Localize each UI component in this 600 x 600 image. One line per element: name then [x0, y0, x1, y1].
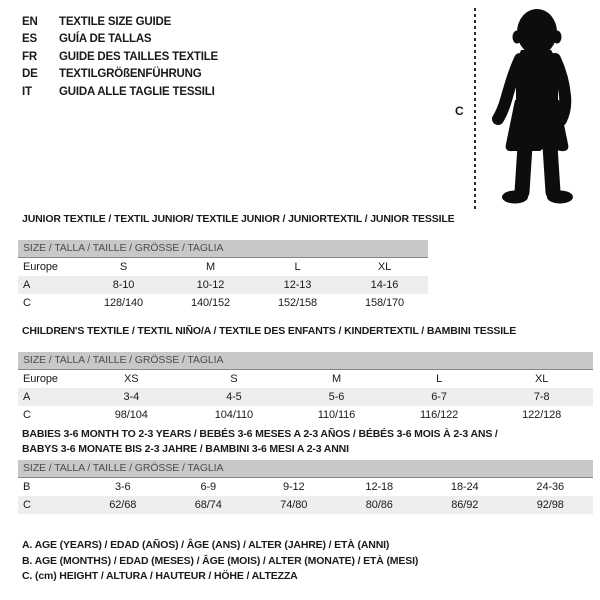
table-title: CHILDREN'S TEXTILE / TEXTIL NIÑO/A / TEXTILE DES ENFANTS / KINDERTEXTIL / BAMBINI TESSILE: [22, 325, 517, 337]
row-label: C: [23, 409, 31, 421]
table-row-age: [18, 388, 593, 406]
age-cell: 12-18: [365, 481, 394, 493]
size-cell: M: [205, 261, 216, 273]
age-cell: 3-6: [114, 481, 131, 493]
language-code: DE: [22, 68, 38, 81]
table-title-line1: BABIES 3-6 MONTH TO 2-3 YEARS / BEBÉS 3-6 MESES A 2-3 AÑOS / BÉBÉS 3-6 MOIS À 2-3 ANS /: [22, 428, 498, 440]
children-table-section: [18, 325, 593, 424]
table-row-height: [18, 496, 593, 514]
row-label: B: [23, 481, 31, 493]
row-label: Europe: [23, 373, 58, 385]
height-cell: 98/104: [114, 409, 148, 421]
height-cell: 116/122: [419, 409, 459, 421]
language-code: IT: [22, 85, 32, 98]
age-cell: 24-36: [536, 481, 565, 493]
table-title: JUNIOR TEXTILE / TEXTIL JUNIOR/ TEXTILE JUNIOR / JUNIORTEXTIL / JUNIOR TESSILE: [22, 213, 455, 225]
size-cell: S: [230, 373, 238, 385]
language-row-es: [22, 31, 218, 49]
age-cell: 12-13: [283, 279, 312, 291]
age-cell: 5-6: [328, 391, 345, 403]
table-row-age: [18, 276, 428, 294]
legend-notes: [22, 538, 418, 585]
legend-note-c: C. (cm) HEIGHT / ALTURA / HAUTEUR / HÖHE / ALTEZZA: [22, 570, 298, 582]
age-cell: 3-4: [123, 391, 140, 403]
age-cell: 14-16: [370, 279, 399, 291]
language-code: FR: [22, 50, 37, 63]
row-label: Europe: [23, 261, 58, 273]
row-label: A: [23, 279, 31, 291]
height-cell: 80/86: [365, 499, 393, 511]
age-cell: 8-10: [112, 279, 135, 291]
babies-table-section: [18, 427, 593, 514]
height-cell: 68/74: [194, 499, 222, 511]
language-list: [22, 13, 218, 101]
age-cell: 18-24: [450, 481, 479, 493]
legend-note-a: A. AGE (YEARS) / EDAD (AÑOS) / ÂGE (ANS) / ALTER (JAHRE) / ETÀ (ANNI): [22, 539, 390, 551]
table-size-header: SIZE / TALLA / TAILLE / GRÖSSE / TAGLIA: [18, 460, 593, 478]
language-text: TEXTILGRÖßENFÜHRUNG: [59, 68, 202, 81]
height-cell: 140/152: [190, 297, 231, 309]
size-cell: M: [331, 373, 342, 385]
language-row-de: [22, 66, 218, 84]
legend-note-b: B. AGE (MONTHS) / EDAD (MESES) / ÂGE (MOIS) / ALTER (MONATE) / ETÀ (MESI): [22, 554, 419, 567]
table-title: [18, 427, 593, 456]
height-cell: 152/158: [277, 297, 318, 309]
age-cell: 7-8: [533, 391, 550, 403]
height-cell: 92/98: [536, 499, 564, 511]
height-cell: 104/110: [214, 409, 254, 421]
table-row-europe: [18, 258, 428, 276]
size-cell: XL: [377, 261, 392, 273]
language-code: ES: [22, 33, 37, 46]
height-measure-label: C: [455, 104, 464, 118]
language-text: GUIDA ALLE TAGLIE TESSILI: [59, 85, 215, 98]
age-cell: 6-9: [200, 481, 217, 493]
table-row-height: [18, 406, 593, 424]
table-row-europe: [18, 370, 593, 388]
language-code: EN: [22, 15, 38, 28]
table-row-age-months: [18, 478, 593, 496]
size-cell: XS: [124, 373, 139, 385]
size-cell: XL: [535, 373, 549, 385]
language-text: TEXTILE SIZE GUIDE: [59, 15, 172, 28]
age-cell: 10-12: [196, 279, 225, 291]
row-label: C: [23, 297, 31, 309]
table-row-height: [18, 294, 428, 312]
age-cell: 4-5: [226, 391, 242, 403]
age-cell: 9-12: [282, 481, 305, 493]
size-cell: S: [119, 261, 128, 273]
language-text: GUIDE DES TAILLES TEXTILE: [59, 50, 218, 63]
junior-table-section: [18, 213, 455, 312]
height-cell: 74/80: [280, 499, 308, 511]
height-cell: 110/116: [317, 409, 356, 421]
language-row-it: [22, 83, 218, 101]
height-cell: 62/68: [109, 499, 137, 511]
size-cell: L: [294, 261, 301, 273]
row-label: A: [23, 391, 31, 403]
language-text: GUÍA DE TALLAS: [59, 33, 152, 46]
table-size-header: SIZE / TALLA / TAILLE / GRÖSSE / TAGLIA: [18, 352, 593, 370]
age-cell: 6-7: [431, 391, 447, 403]
table-title-line2: BABYS 3-6 MONATE BIS 2-3 JAHRE / BAMBINI 3-6 MESI A 2-3 ANNI: [22, 442, 349, 455]
language-row-fr: [22, 48, 218, 66]
height-cell: 128/140: [103, 297, 144, 309]
height-measure-line: [474, 8, 476, 210]
table-size-header: SIZE / TALLA / TAILLE / GRÖSSE / TAGLIA: [18, 240, 428, 258]
height-cell: 86/92: [451, 499, 479, 511]
height-cell: 122/128: [522, 409, 562, 421]
size-cell: L: [436, 373, 443, 385]
row-label: C: [23, 499, 31, 511]
height-cell: 158/170: [364, 297, 405, 309]
toddler-silhouette-icon: [480, 4, 595, 210]
language-row-en: [22, 13, 218, 31]
